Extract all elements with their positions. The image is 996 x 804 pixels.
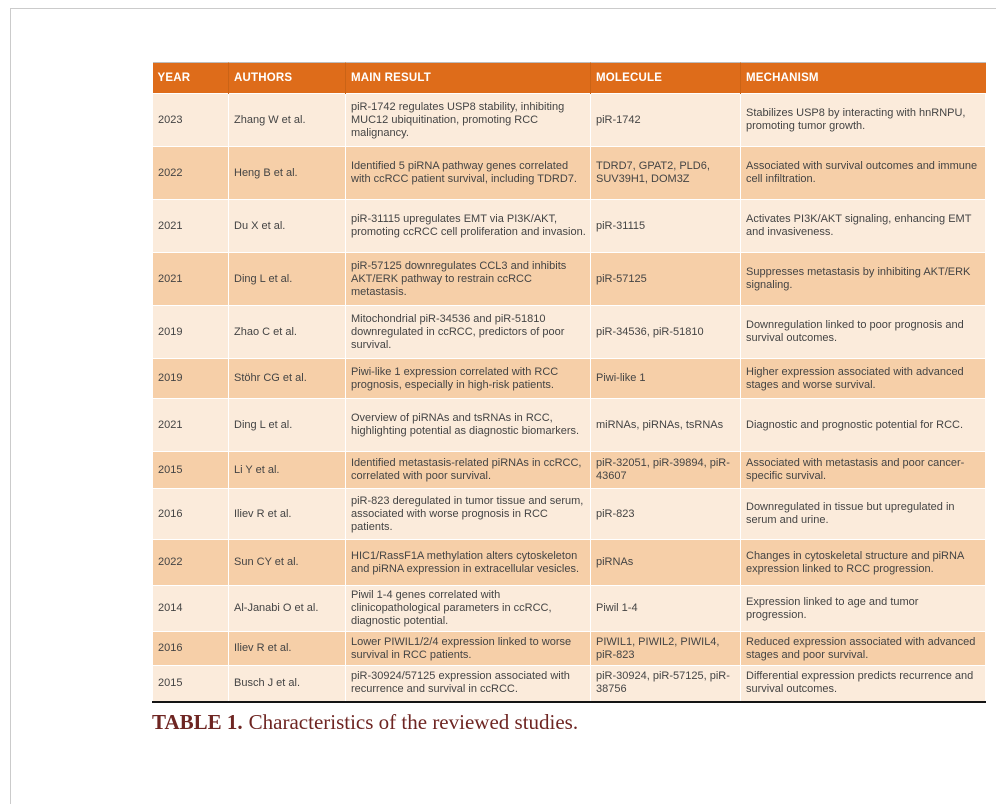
table-row: [153, 306, 986, 359]
cell-year: 2021: [153, 399, 229, 452]
cell-authors: Du X et al.: [229, 200, 346, 253]
cell-main-result: Lower PIWIL1/2/4 expression linked to worse survival in RCC patients.: [346, 632, 591, 666]
cell-authors: Ding L et al.: [229, 253, 346, 306]
table-row: [153, 253, 986, 306]
cell-molecule: miRNAs, piRNAs, tsRNAs: [591, 399, 741, 452]
cell-molecule: piR-30924, piR-57125, piR-38756: [591, 666, 741, 702]
cell-main-result: piR-823 deregulated in tumor tissue and serum, associated with worse prognosis in RCC patients.: [346, 489, 591, 540]
cell-authors: Sun CY et al.: [229, 540, 346, 586]
cell-mechanism: Changes in cytoskeletal structure and piRNA expression linked to RCC progression.: [741, 540, 986, 586]
cell-molecule: piRNAs: [591, 540, 741, 586]
cell-authors: Zhang W et al.: [229, 94, 346, 147]
cell-mechanism: Downregulated in tissue but upregulated in serum and urine.: [741, 489, 986, 540]
cell-mechanism: Differential expression predicts recurrence and survival outcomes.: [741, 666, 986, 702]
cell-year: 2022: [153, 540, 229, 586]
cell-year: 2015: [153, 452, 229, 489]
col-header-authors: AUTHORS: [229, 63, 346, 94]
table-caption-label: TABLE 1.: [152, 710, 243, 734]
page-margin-line-left: [10, 8, 11, 804]
cell-molecule: piR-823: [591, 489, 741, 540]
col-header-year: YEAR: [153, 63, 229, 94]
table-row: [153, 94, 986, 147]
cell-molecule: piR-32051, piR-39894, piR-43607: [591, 452, 741, 489]
cell-year: 2015: [153, 666, 229, 702]
cell-molecule: piR-31115: [591, 200, 741, 253]
cell-mechanism: Expression linked to age and tumor progression.: [741, 586, 986, 632]
table-row: [153, 586, 986, 632]
cell-main-result: Piwi-like 1 expression correlated with RCC prognosis, especially in high-risk patients.: [346, 359, 591, 399]
cell-main-result: Mitochondrial piR-34536 and piR-51810 downregulated in ccRCC, predictors of poor survival.: [346, 306, 591, 359]
table-row: [153, 452, 986, 489]
cell-year: 2019: [153, 306, 229, 359]
cell-main-result: Identified 5 piRNA pathway genes correlated with ccRCC patient survival, including TDRD7.: [346, 147, 591, 200]
cell-mechanism: Associated with metastasis and poor cancer-specific survival.: [741, 452, 986, 489]
cell-authors: Heng B et al.: [229, 147, 346, 200]
col-header-mechanism: MECHANISM: [741, 63, 986, 94]
table-caption: [152, 710, 952, 735]
studies-table-body: [153, 94, 986, 702]
cell-year: 2021: [153, 200, 229, 253]
cell-authors: Stöhr CG et al.: [229, 359, 346, 399]
cell-molecule: piR-1742: [591, 94, 741, 147]
table-row: [153, 399, 986, 452]
cell-main-result: piR-1742 regulates USP8 stability, inhibiting MUC12 ubiquitination, promoting RCC malignancy.: [346, 94, 591, 147]
cell-main-result: Identified metastasis-related piRNAs in ccRCC, correlated with poor survival.: [346, 452, 591, 489]
cell-authors: Al-Janabi O et al.: [229, 586, 346, 632]
studies-table: [152, 62, 985, 703]
cell-year: 2016: [153, 632, 229, 666]
cell-mechanism: Suppresses metastasis by inhibiting AKT/ERK signaling.: [741, 253, 986, 306]
cell-mechanism: Higher expression associated with advanced stages and worse survival.: [741, 359, 986, 399]
cell-molecule: Piwil 1-4: [591, 586, 741, 632]
table-row: [153, 359, 986, 399]
cell-year: 2022: [153, 147, 229, 200]
cell-main-result: piR-30924/57125 expression associated with recurrence and survival in ccRCC.: [346, 666, 591, 702]
cell-mechanism: Stabilizes USP8 by interacting with hnRNPU, promoting tumor growth.: [741, 94, 986, 147]
col-header-molecule: MOLECULE: [591, 63, 741, 94]
cell-year: 2021: [153, 253, 229, 306]
cell-mechanism: Diagnostic and prognostic potential for RCC.: [741, 399, 986, 452]
cell-molecule: TDRD7, GPAT2, PLD6, SUV39H1, DOM3Z: [591, 147, 741, 200]
cell-authors: Iliev R et al.: [229, 489, 346, 540]
cell-authors: Zhao C et al.: [229, 306, 346, 359]
page-margin-line-top: [10, 8, 996, 9]
cell-molecule: PIWIL1, PIWIL2, PIWIL4, piR-823: [591, 632, 741, 666]
table-row: [153, 147, 986, 200]
cell-mechanism: Activates PI3K/AKT signaling, enhancing EMT and invasiveness.: [741, 200, 986, 253]
cell-main-result: piR-57125 downregulates CCL3 and inhibits AKT/ERK pathway to restrain ccRCC metastasis.: [346, 253, 591, 306]
cell-authors: Ding L et al.: [229, 399, 346, 452]
cell-mechanism: Reduced expression associated with advanced stages and poor survival.: [741, 632, 986, 666]
cell-main-result: Piwil 1-4 genes correlated with clinicopathological parameters in ccRCC, diagnostic potential.: [346, 586, 591, 632]
cell-molecule: piR-57125: [591, 253, 741, 306]
cell-year: 2023: [153, 94, 229, 147]
table-caption-text: Characteristics of the reviewed studies.: [248, 710, 579, 734]
cell-mechanism: Associated with survival outcomes and immune cell infiltration.: [741, 147, 986, 200]
cell-molecule: piR-34536, piR-51810: [591, 306, 741, 359]
studies-table-header: [153, 63, 986, 94]
cell-year: 2019: [153, 359, 229, 399]
cell-main-result: Overview of piRNAs and tsRNAs in RCC, highlighting potential as diagnostic biomarkers.: [346, 399, 591, 452]
cell-main-result: HIC1/RassF1A methylation alters cytoskeleton and piRNA expression in extracellular vesicles.: [346, 540, 591, 586]
cell-main-result: piR-31115 upregulates EMT via PI3K/AKT, promoting ccRCC cell proliferation and invasion.: [346, 200, 591, 253]
col-header-main-result: MAIN RESULT: [346, 63, 591, 94]
cell-authors: Busch J et al.: [229, 666, 346, 702]
cell-year: 2014: [153, 586, 229, 632]
cell-authors: Li Y et al.: [229, 452, 346, 489]
table-row: [153, 540, 986, 586]
cell-year: 2016: [153, 489, 229, 540]
table-row: [153, 200, 986, 253]
table-row: [153, 632, 986, 666]
cell-mechanism: Downregulation linked to poor prognosis and survival outcomes.: [741, 306, 986, 359]
table-row: [153, 666, 986, 702]
table-row: [153, 489, 986, 540]
cell-authors: Iliev R et al.: [229, 632, 346, 666]
cell-molecule: Piwi-like 1: [591, 359, 741, 399]
